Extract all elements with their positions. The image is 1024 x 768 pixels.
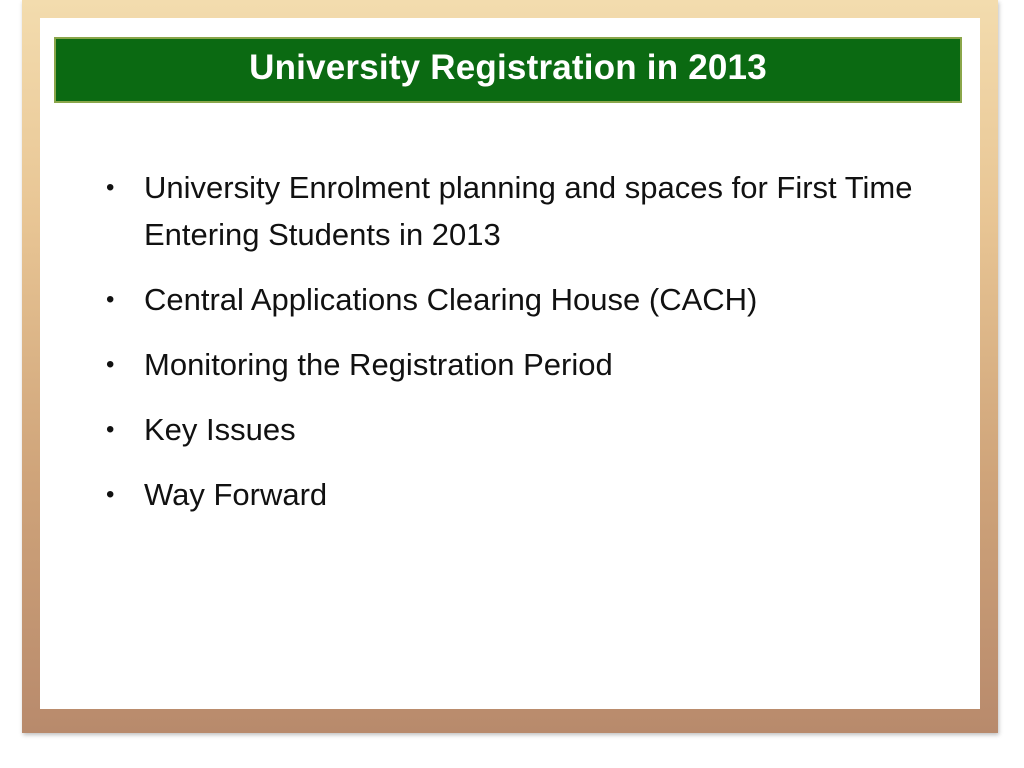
bullet-dot: • <box>106 174 115 201</box>
bullet-text: Central Applications Clearing House (CACH) <box>144 282 758 317</box>
slide-frame <box>22 0 998 733</box>
bullet-item <box>102 406 922 453</box>
bullet-item <box>102 276 922 323</box>
bullet-dot: • <box>106 286 115 313</box>
slide-content <box>40 18 980 709</box>
bullet-text: University Enrolment planning and spaces for First Time Entering Students in 2013 <box>144 170 913 252</box>
bullet-dot: • <box>106 481 115 508</box>
bullet-list <box>102 164 922 536</box>
bullet-text: Monitoring the Registration Period <box>144 347 613 382</box>
bullet-item <box>102 341 922 388</box>
slide-title: University Registration in 2013 <box>249 48 767 87</box>
title-bar <box>54 37 962 103</box>
bullet-dot: • <box>106 351 115 378</box>
bullet-item <box>102 471 922 518</box>
bullet-dot: • <box>106 416 115 443</box>
bullet-item <box>102 164 922 258</box>
bullet-text: Key Issues <box>144 412 296 447</box>
bullet-text: Way Forward <box>144 477 328 512</box>
